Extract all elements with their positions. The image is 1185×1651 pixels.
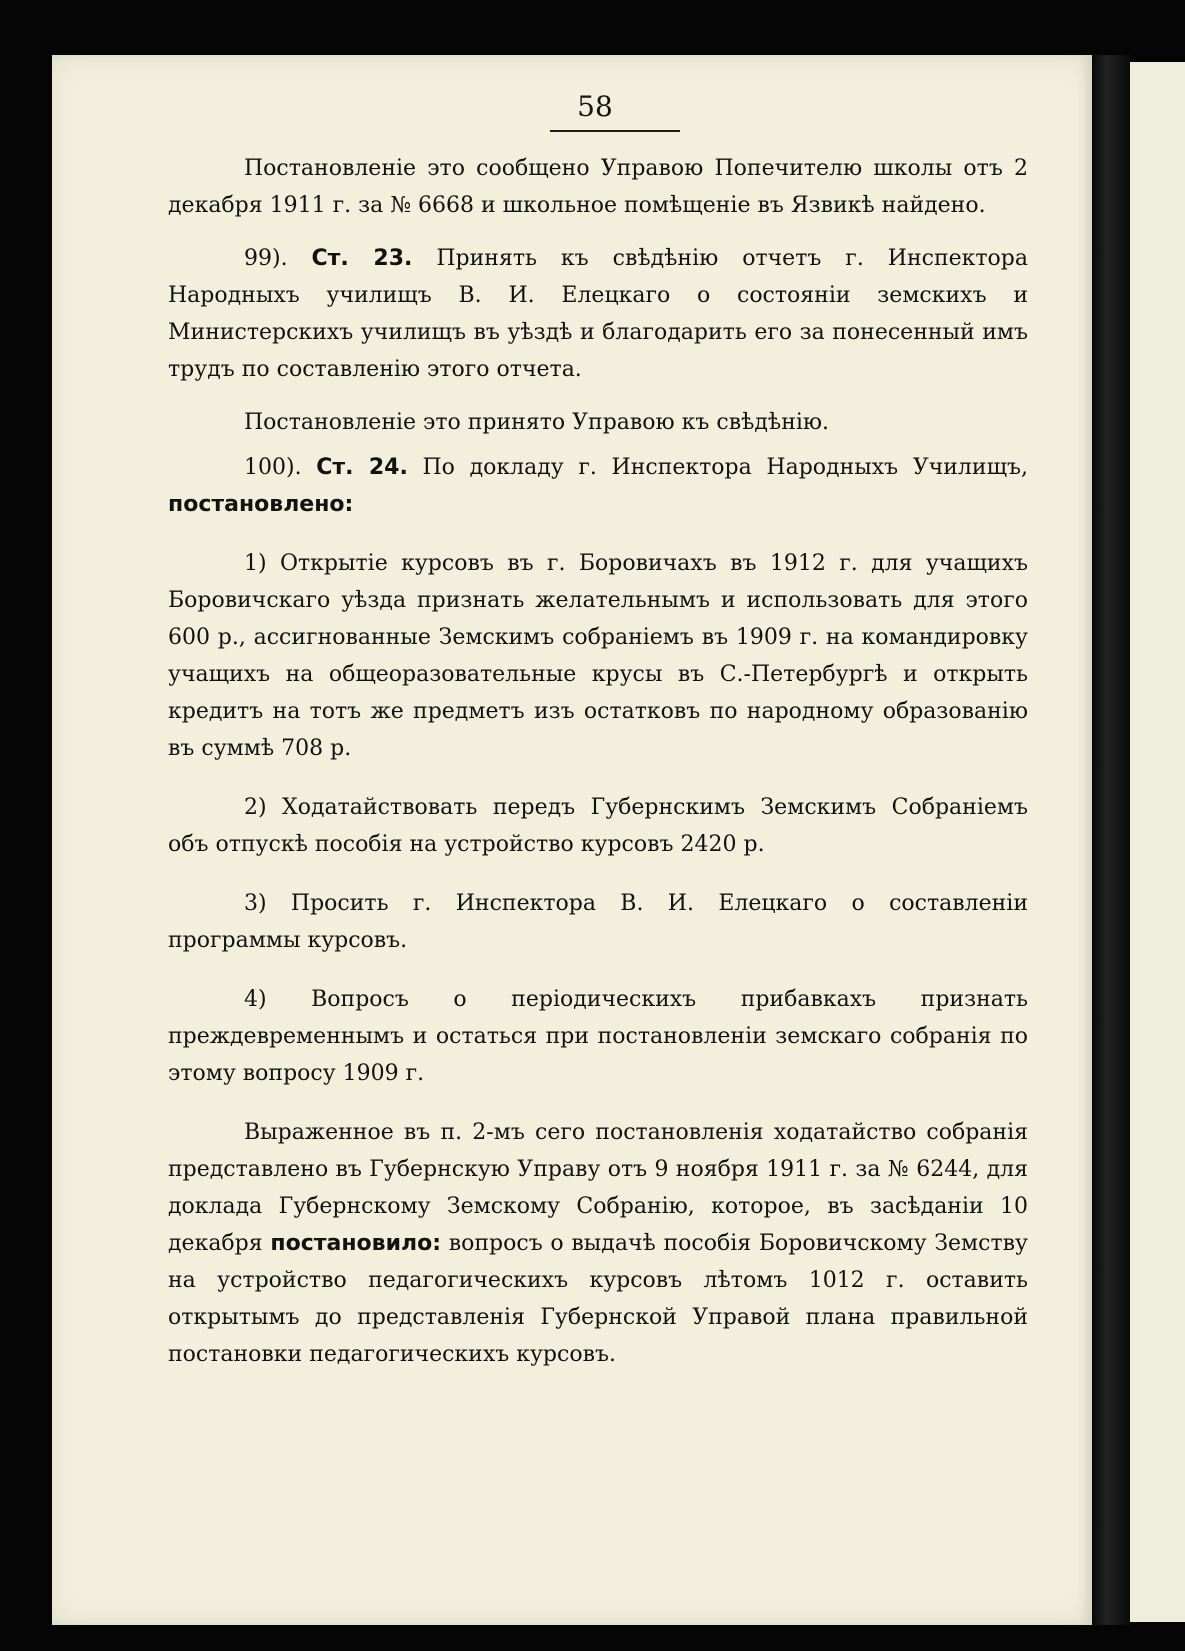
resolution-keyword: постановило: xyxy=(270,1231,442,1256)
article-label: Ст. 24. xyxy=(316,455,408,480)
adjacent-page-fragment-mark xyxy=(1140,170,1154,180)
paragraph-article-23 xyxy=(168,240,1028,388)
adjacent-page-fragment-mark xyxy=(1140,535,1154,545)
page-number: 58 xyxy=(577,90,613,123)
paragraph-text: вопросъ о выдачѣ пособія Боровичскому Земству на устройство педагогическихъ курсовъ лѣтомъ 1012 г. оставить открытымъ до представленія Губернской Управой плана правильной постановки педагогическихъ курсовъ. xyxy=(168,1231,1028,1367)
paragraph-text: По докладу г. Инспектора Народныхъ Училищъ, xyxy=(422,455,1029,480)
adjacent-page-fragment-mark xyxy=(1140,655,1154,665)
list-item-4: 4) Вопросъ о періодическихъ прибавкахъ признать преждевременнымъ и остаться при постановленіи земскаго собранія по этому вопросу 1909 г. xyxy=(168,987,1028,1086)
page-number-rule xyxy=(550,130,680,132)
adjacent-page-fragment-mark xyxy=(1140,795,1154,805)
page-body xyxy=(168,150,1028,1373)
paragraph-text: Принять къ свѣдѣнію отчетъ г. Инспектора Народныхъ училищъ В. И. Елецкаго о состояніи земскихъ и Министерскихъ училищъ въ уѣздѣ и благодарить его за понесенный имъ трудъ по составленію этого отчета. xyxy=(168,246,1028,382)
book-gutter xyxy=(1092,55,1130,1625)
paragraph-article-24 xyxy=(168,449,1028,523)
item-number: 99). xyxy=(244,246,288,271)
adjacent-page-fragment-mark xyxy=(1140,355,1154,365)
paragraph-accepted: Постановленіе это принято Управою къ свѣдѣнію. xyxy=(244,410,830,435)
list-item-2: 2) Ходатайствовать передъ Губернскимъ Земскимъ Собраніемъ объ отпускѣ пособія на устройство курсовъ 2420 р. xyxy=(168,795,1028,857)
paragraph-petition-outcome xyxy=(168,1114,1028,1373)
list-item-3: 3) Просить г. Инспектора В. И. Елецкаго о составленіи программы курсовъ. xyxy=(168,891,1028,953)
resolution-keyword: постановлено: xyxy=(168,492,354,517)
paragraph-text: Выраженное въ п. 2-мъ сего постановленія ходатайство собранія представлено въ Губернскую Управу отъ 9 ноября 1911 г. за № 6244, для доклада Губернскому Земскому Собранію, которое, въ засѣданіи 10 декабря xyxy=(168,1120,1028,1256)
adjacent-page-edge xyxy=(1130,62,1185,1622)
article-label: Ст. 23. xyxy=(311,246,413,271)
list-item-1: 1) Открытіе курсовъ въ г. Боровичахъ въ 1912 г. для учащихъ Боровичскаго уѣзда признать желательнымъ и использовать для этого 600 р., ассигнованные Земскимъ собраніемъ въ 1909 г. на командировку учащихъ на общеоразовательные крусы въ С.-Петербургѣ и открыть кредитъ на тотъ же предметъ изъ остатковъ по народному образованію въ суммѣ 708 р. xyxy=(168,551,1028,761)
item-number: 100). xyxy=(244,455,302,480)
paragraph-school-decision: Постановленіе это сообщено Управою Попечителю школы отъ 2 декабря 1911 г. за № 6668 и школьное помѣщеніе въ Язвикѣ найдено. xyxy=(168,156,1028,218)
